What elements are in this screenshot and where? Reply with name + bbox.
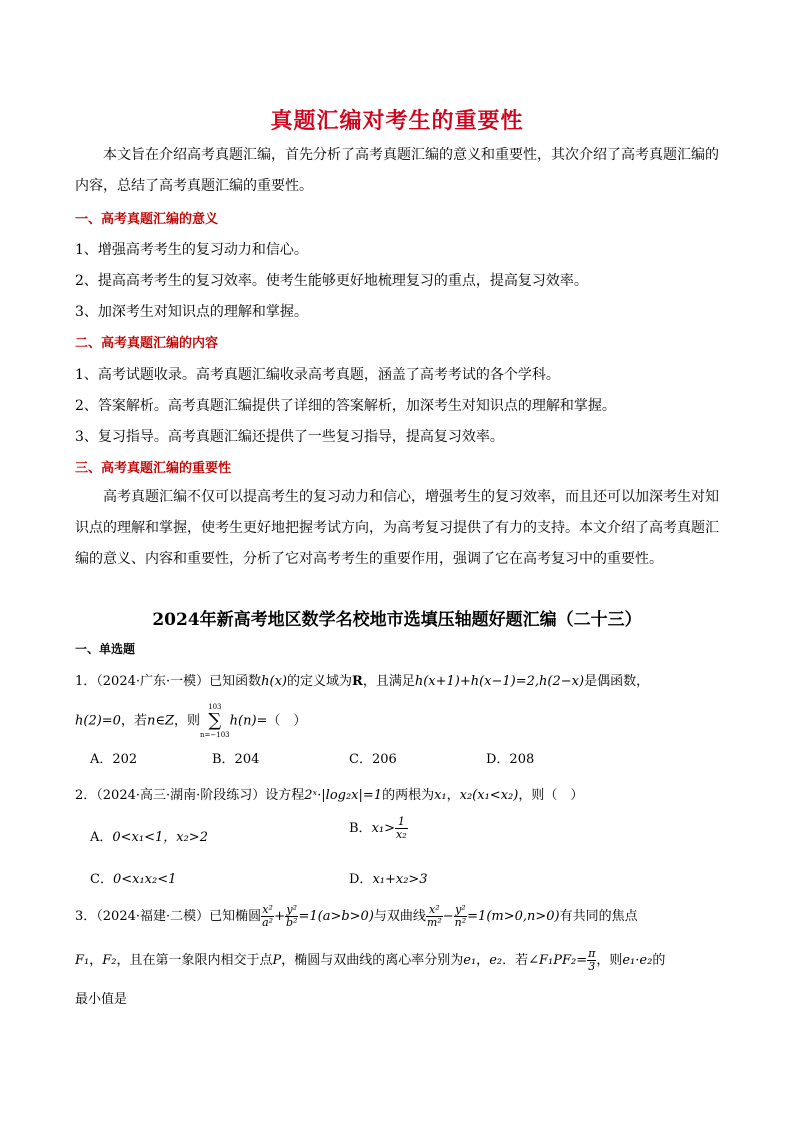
section2-heading: 二、高考真题汇编的内容 [75, 336, 219, 351]
q2-fraction: $\frac{1}{\text{x₂}}$ [396, 815, 407, 841]
section1-item-2: 2、提高高考考生的复习效率。使考生能够更好地梳理复习的重点，提高复习效率。 [75, 273, 588, 289]
q1-if-text: ，若 [120, 713, 147, 729]
q1-cond-text: ，且满足 [362, 674, 415, 689]
q2-source: 2．（2024·高三·湖南·阶段练习）设方程 [75, 788, 305, 803]
section2-item-1: 1、高考试题收录。高考真题汇编收录高考真题，涵盖了高考考试的各个学科。 [75, 367, 560, 383]
q3-source: 3．（2024·福建·二模）已知椭圆 [75, 909, 262, 924]
section1-item-1: 1、增强高考考生的复习动力和信心。 [75, 242, 308, 258]
q1-domain-text: 的定义域为 [286, 674, 352, 689]
q1-source: 1．（2024·广东·一模）已知函数 [75, 674, 262, 689]
q1-blank: （ ） [267, 713, 307, 729]
q3-line2: F₁，F₂，且在第一象限内相交于点P，椭圆与双曲线的离心率分别为e₁，e₂．若∠F₁PF₂= $\frac{\pi}{3}$ ，则e₁·e₂的 [75, 947, 666, 973]
section2-item-3: 3、复习指导。高考真题汇编还提供了一些复习指导，提高复习效率。 [75, 429, 504, 445]
ellipse-frac-y: $\frac{\text{y²}}{\text{b²}}$ [286, 903, 298, 929]
ellipse-frac-x: $\frac{\text{x²}}{\text{a²}}$ [262, 903, 274, 929]
q1-h2: h(2)=0 [75, 713, 121, 729]
q2-x1: x₁ [434, 788, 447, 803]
q1-hn: h(n)= [229, 713, 268, 729]
q2-equation: 2ˣ·|log₂x|=1 [304, 788, 383, 803]
q1-line2 [75, 702, 306, 740]
intro-paragraph: 本文旨在介绍高考真题汇编，首先分析了高考真题汇编的意义和重要性，其次介绍了高考真题汇编的内容，总结了高考真题汇编的重要性。 [75, 147, 719, 194]
q2-option-a: A．0<x₁<1，x₂>2 [90, 830, 208, 845]
q3-line1: 3．（2024·福建·二模）已知椭圆 $\frac{\text{x²}}{\text{a²}}$ + $\frac{\text{y²}}{\text{b²}}$ =1(a>b>0)与双曲线 $\frac{\text{x²}}{\text{m²}}$ − $\frac{\text{y²}}{\text{n²}}$ =1(m>0,n>0)有共同的焦点 [75, 903, 638, 929]
q3-line3: 最小值是 [75, 992, 128, 1007]
hyperbola-frac-y: $\frac{\text{y²}}{\text{n²}}$ [454, 903, 467, 929]
section3-body: 高考真题汇编不仅可以提高考生的复习动力和信心，增强考生的复习效率，而且还可以加深考生对知识点的理解和掌握，使考生更好地把握考试方向，为高考复习提供了有力的支持。本文介绍了高考真题汇编的意义、内容和重要性，分析了它对高考考生的重要作用，强调了它在高考复习中的重要性。 [75, 489, 719, 567]
q2-line1: 2．（2024·高三·湖南·阶段练习）设方程2ˣ·|log₂x|=1的两根为x₁，x₂(x₁<x₂)，则（ ） [75, 788, 584, 803]
q2-option-b: B．x₁> $\frac{1}{\text{x₂}}$ [349, 815, 407, 841]
q2-then-text: ，则（ ） [518, 788, 584, 803]
summation-symbol: 103 ∑ n=−103 [200, 703, 230, 739]
hyperbola-frac-x: $\frac{\text{x²}}{\text{m²}}$ [426, 903, 442, 929]
q1-option-d: D．208 [486, 752, 535, 767]
q2-x2: x₂(x₁<x₂) [459, 788, 519, 803]
section1-heading: 一、高考真题汇编的意义 [75, 212, 219, 227]
q1-equation: h(x+1)+h(x−1)=2,h(2−x) [414, 674, 585, 689]
q1-then-text: ，则 [174, 713, 201, 729]
q1-nZ: n∈Z [146, 713, 174, 729]
q1-hx: h(x) [261, 674, 287, 689]
q2-option-c: C．0<x₁x₂<1 [90, 872, 177, 887]
q2-option-d: D．x₁+x₂>3 [349, 872, 428, 887]
section3-heading: 三、高考真题汇编的重要性 [75, 461, 232, 476]
pi-over-3-fraction: $\frac{\pi}{3}$ [588, 947, 596, 973]
section2-item-2: 2、答案解析。高考真题汇编提供了详细的答案解析，加深考生对知识点的理解和掌握。 [75, 398, 616, 414]
section1-item-3: 3、加深考生对知识点的理解和掌握。 [75, 304, 308, 320]
exam-title: 2024年新高考地区数学名校地市选填压轴题好题汇编（二十三） [152, 610, 642, 630]
q1-line1 [75, 670, 649, 689]
q1-option-a: A．202 [90, 752, 138, 767]
red-title: 真题汇编对考生的重要性 [270, 109, 524, 134]
part-label: 一、单选题 [75, 642, 136, 656]
q1-option-c: C．206 [349, 752, 397, 767]
q1-even-text: 是偶函数， [584, 674, 650, 689]
q1-R: R [352, 674, 363, 689]
q2-roots-text: 的两根为 [382, 788, 435, 803]
q1-option-b: B．204 [212, 752, 260, 767]
